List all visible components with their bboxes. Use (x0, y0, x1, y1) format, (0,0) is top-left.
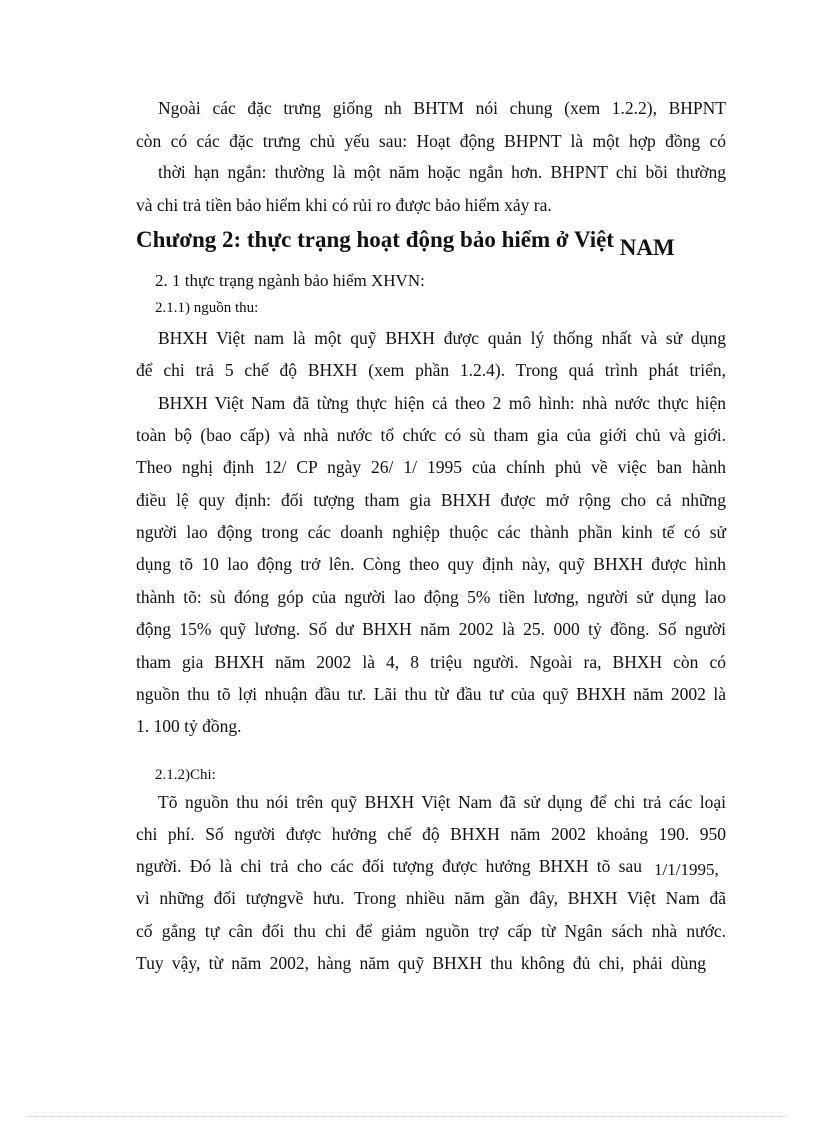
chapter-title-tail: NAM (619, 235, 675, 260)
paragraph3-line-6: Tuy vậy, từ năm 2002, hàng năm quỹ BHXH thu không đủ chi, phải dùng (136, 953, 706, 973)
paragraph3-line-1: Tõ nguồn thu nói trên quỹ BHXH Việt Nam đã sử dụng để chi trả các loại (158, 792, 726, 812)
page-footer-divider (28, 1116, 788, 1117)
chapter-title (136, 226, 675, 260)
paragraph2-line-5: Theo nghị định 12/ CP ngày 26/ 1/ 1995 của chính phủ về việc ban hành (136, 457, 726, 477)
paragraph1-line-3: thời hạn ngắn: thường là một năm hoặc ngắn hơn. BHPNT chỉ bồi thường (158, 162, 726, 182)
section-2-1-heading: 2. 1 thực trạng ngành bảo hiểm XHVN: (155, 271, 425, 290)
date-insert-value: 1/1/1995 (654, 860, 715, 879)
paragraph2-line-2: để chi trả 5 chế độ BHXH (xem phần 1.2.4). Trong quá trình phát triển, (136, 360, 726, 380)
paragraph2-line-7: người lao động trong các doanh nghiệp thuộc các thành phần kinh tế có sử (136, 522, 726, 542)
paragraph3-line-2: chi phí. Số người được hưởng chế độ BHXH năm 2002 khoảng 190. 950 (136, 824, 726, 844)
paragraph3-line-4: vì những đối tượngvề hưu. Trong nhiều năm gần đây, BHXH Việt Nam đã (136, 888, 726, 908)
paragraph1-line-4: và chi trả tiền bảo hiểm khi có rủi ro được bảo hiểm xảy ra. (136, 195, 552, 215)
paragraph2-line-9: thành tõ: sù đóng góp của người lao động 5% tiền lương, người sử dụng lao (136, 587, 726, 607)
date-insert-suffix: , (714, 860, 719, 879)
section-2-1-2-heading: 2.1.2)Chi: (155, 767, 216, 783)
paragraph2-line-12: nguồn thu tõ lợi nhuận đầu tư. Lãi thu từ đầu tư của quỹ BHXH năm 2002 là (136, 684, 726, 704)
paragraph2-line-1: BHXH Việt nam là một quỹ BHXH được quản lý thống nhất và sử dụng (158, 328, 726, 348)
date-insert (654, 859, 719, 881)
paragraph2-line-10: động 15% quỹ lương. Số dư BHXH năm 2002 là 25. 000 tỷ đồng. Số người (136, 619, 726, 639)
paragraph3-line-3: người. Đó là chi trả cho các đối tượng được hưởng BHXH tõ sau (136, 856, 642, 876)
chapter-title-main: Chương 2: thực trạng hoạt động bảo hiểm ở Việt (136, 227, 614, 252)
paragraph2-line-4: toàn bộ (bao cấp) và nhà nước tổ chức có sù tham gia của giới chủ và giới. (136, 425, 726, 445)
paragraph2-line-13: 1. 100 tỷ đồng. (136, 716, 242, 736)
paragraph2-line-8: dụng tõ 10 lao động trở lên. Còng theo quy định này, quỹ BHXH được hình (136, 554, 726, 574)
section-2-1-1-heading: 2.1.1) nguồn thu: (155, 300, 259, 316)
paragraph3-line-5: cố gắng tự cân đối thu chi để giảm nguồn trợ cấp từ Ngân sách nhà nước. (136, 921, 726, 941)
paragraph2-line-11: tham gia BHXH năm 2002 là 4, 8 triệu người. Ngoài ra, BHXH còn có (136, 652, 726, 672)
paragraph2-line-6: điều lệ quy định: đối tượng tham gia BHXH được mở rộng cho cả những (136, 490, 726, 510)
paragraph2-line-3: BHXH Việt Nam đã từng thực hiện cả theo 2 mô hình: nhà nước thực hiện (158, 393, 726, 413)
paragraph1-line-2: còn có các đặc trưng chủ yếu sau: Hoạt động BHPNT là một hợp đồng có (136, 131, 726, 151)
paragraph1-line-1: Ngoài các đặc trưng giống nh BHTM nói chung (xem 1.2.2), BHPNT (158, 98, 726, 118)
